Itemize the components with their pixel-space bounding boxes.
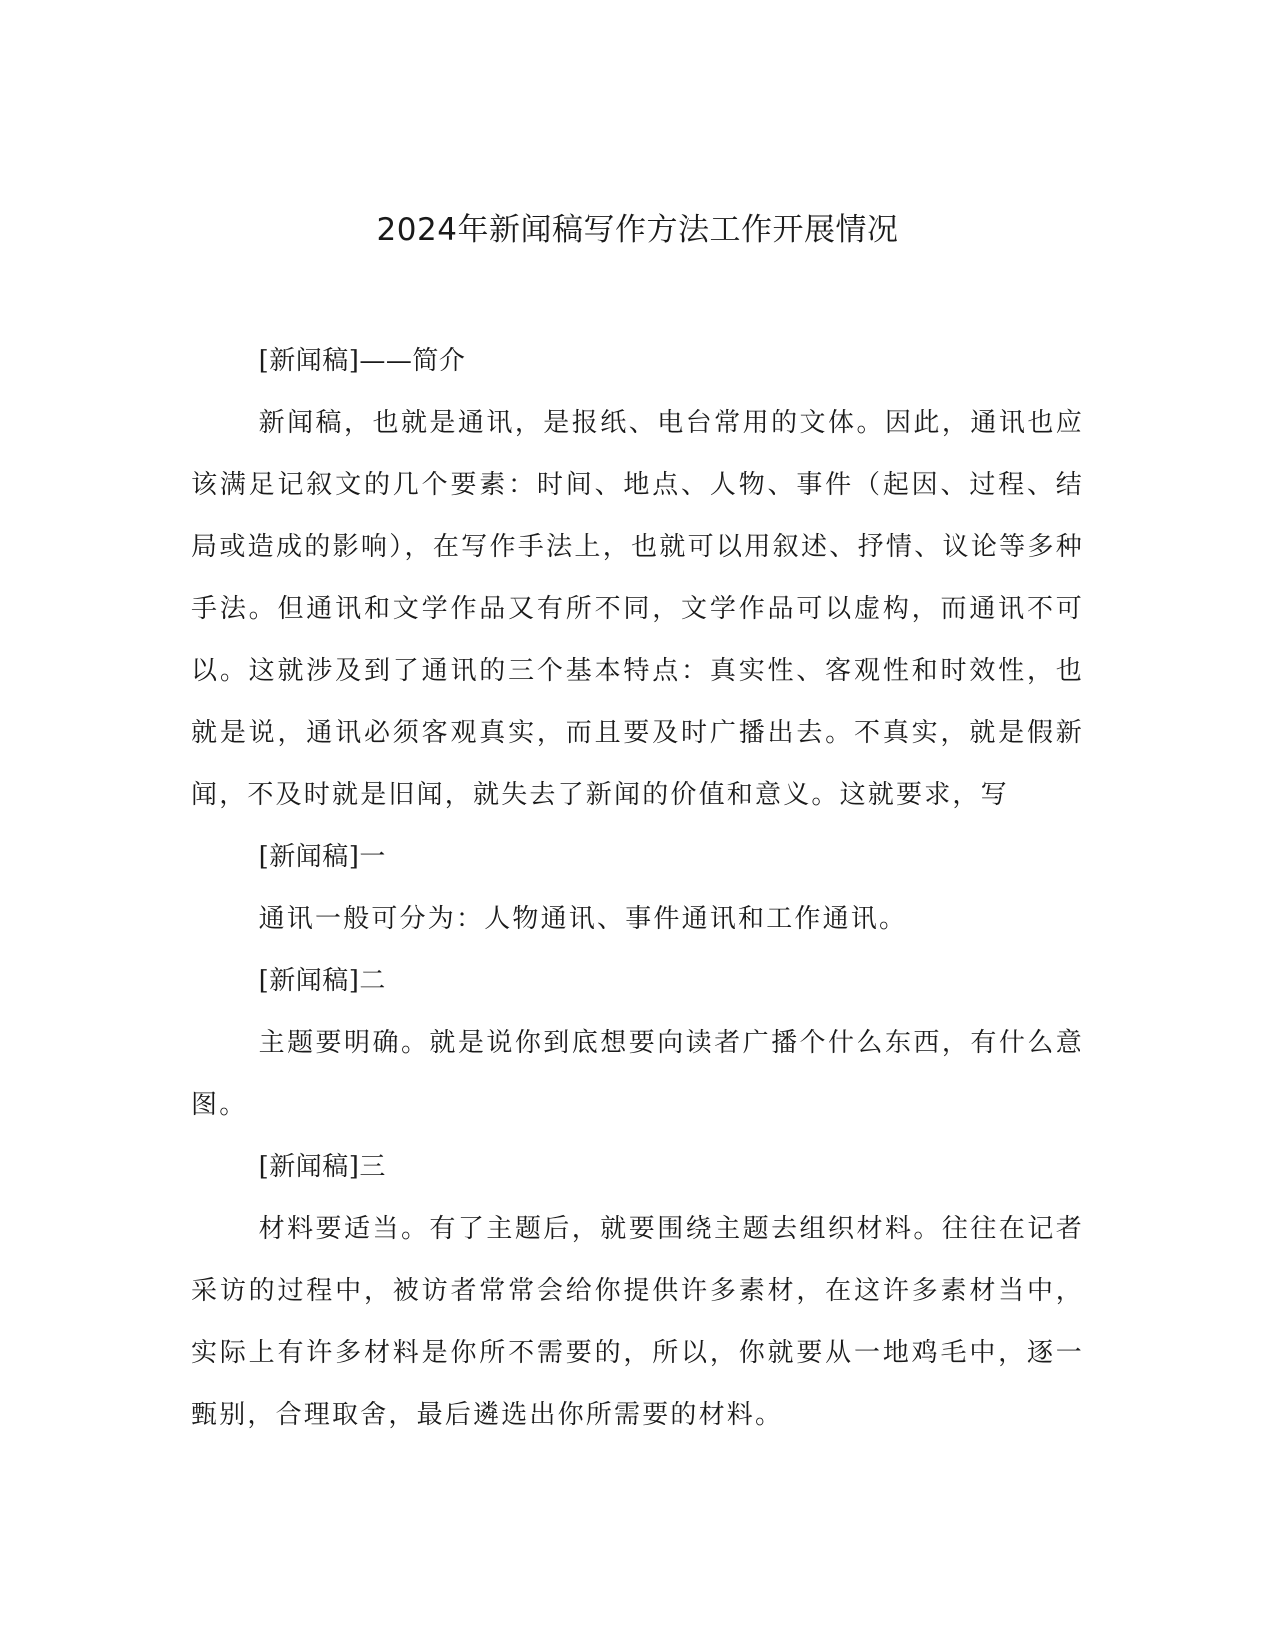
document-title: 2024年新闻稿写作方法工作开展情况: [376, 212, 899, 248]
paragraph-three: 材料要适当。有了主题后，就要围绕主题去组织材料。往往在记者采访的过程中，被访者常常会给你提供许多素材，在这许多素材当中，实际上有许多材料是你所不需要的，所以，你就要从一地鸡毛中，逐一甄别，合理取舍，最后遴选出你所需要的材料。: [191, 1214, 1084, 1430]
section-heading-two: [新闻稿]二: [258, 966, 386, 996]
paragraph-two: 主题要明确。就是说你到底想要向读者广播个什么东西，有什么意图。: [191, 1028, 1084, 1120]
paragraph-intro: 新闻稿，也就是通讯，是报纸、电台常用的文体。因此，通讯也应该满足记叙文的几个要素：时间、地点、人物、事件（起因、过程、结局或造成的影响），在写作手法上，也就可以用叙述、抒情、议论等多种手法。但通讯和文学作品又有所不同，文学作品可以虚构，而通讯不可以。这就涉及到了通讯的三个基本特点：真实性、客观性和时效性，也就是说，通讯必须客观真实，而且要及时广播出去。不真实，就是假新闻，不及时就是旧闻，就失去了新闻的价值和意义。这就要求，写: [191, 408, 1084, 810]
paragraph-one: 通讯一般可分为：人物通讯、事件通讯和工作通讯。: [258, 904, 908, 934]
document-body: [191, 330, 1084, 1446]
section-heading-intro: [新闻稿]——简介: [258, 346, 466, 376]
section-heading-three: [新闻稿]三: [258, 1152, 386, 1182]
section-heading-one: [新闻稿]一: [258, 842, 386, 872]
